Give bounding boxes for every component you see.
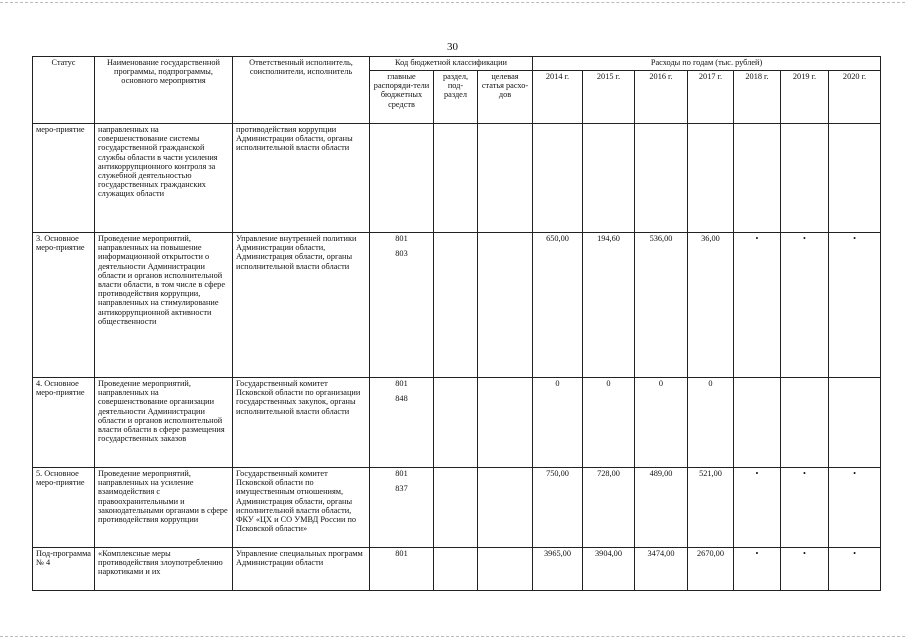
cell-status: 5. Основное меро-приятие: [33, 468, 95, 548]
cell-2018: •: [734, 233, 781, 378]
table-row: [33, 548, 881, 591]
cell-2020: [829, 378, 881, 468]
header-budget-code: Код бюджетной классификации: [370, 57, 533, 71]
cell-2017: [688, 124, 734, 233]
header-year-2018: 2018 г.: [734, 71, 781, 124]
cell-2015: 0: [583, 378, 635, 468]
cell-code-main: [370, 468, 434, 548]
cell-name: Проведение мероприятий, направленных на повышение информационной открытости о деятельности Администрации области и органов исполнительной власти области, в том числе в сфере противодействия коррупции, направленных на стимулирование антикоррупционной активности общественности: [95, 233, 233, 378]
cell-code-main: [370, 124, 434, 233]
header-code-section: раздел, под-раздел: [434, 71, 478, 124]
header-year-2016: 2016 г.: [635, 71, 688, 124]
cell-2014: 0: [533, 378, 583, 468]
table-row: [33, 124, 881, 233]
cell-2019: •: [781, 548, 829, 591]
cell-2018: [734, 124, 781, 233]
cell-code-section: [434, 233, 478, 378]
cell-2014: [533, 124, 583, 233]
cell-2015: 3904,00: [583, 548, 635, 591]
header-year-2017: 2017 г.: [688, 71, 734, 124]
code-value: 801: [395, 379, 408, 388]
cell-2018: [734, 378, 781, 468]
cell-executor: Государственный комитет Псковской области по имущественным отношениям, Администрация области, органы исполнительной власти области, ФКУ «ЦХ и СО УМВД России по Псковской области»: [233, 468, 370, 548]
cell-2014: 3965,00: [533, 548, 583, 591]
header-year-2020: 2020 г.: [829, 71, 881, 124]
cell-2018: •: [734, 548, 781, 591]
header-status: Статус: [33, 57, 95, 124]
cell-name: «Комплексные меры противодействия злоупотреблению наркотиками и их: [95, 548, 233, 591]
cell-code-main: [370, 378, 434, 468]
cell-2020: [829, 124, 881, 233]
code-value: 848: [395, 394, 408, 404]
cell-code-target: [478, 378, 533, 468]
page-edge-top: [0, 2, 905, 3]
cell-2016: [635, 124, 688, 233]
cell-status: 4. Основное меро-приятие: [33, 378, 95, 468]
table-row: [33, 378, 881, 468]
code-value: 801: [395, 469, 408, 478]
header-code-target: целевая статья расхо-дов: [478, 71, 533, 124]
cell-code-target: [478, 124, 533, 233]
cell-2020: •: [829, 468, 881, 548]
cell-2017: 36,00: [688, 233, 734, 378]
cell-name: направленных на совершенствование системы государственной гражданской службы области в части усиления антикоррупционного контроля за служебной деятельностью государственных гражданских служащих области: [95, 124, 233, 233]
header-expenses: Расходы по годам (тыс. рублей): [533, 57, 881, 71]
cell-2016: 536,00: [635, 233, 688, 378]
code-value: 837: [395, 484, 408, 494]
cell-2014: 750,00: [533, 468, 583, 548]
cell-2014: 650,00: [533, 233, 583, 378]
cell-2015: [583, 124, 635, 233]
cell-executor: Управление специальных программ Администрации области: [233, 548, 370, 591]
cell-2020: •: [829, 233, 881, 378]
cell-code-target: [478, 233, 533, 378]
cell-name: Проведение мероприятий, направленных на усиление взаимодействия с правоохранительными и законодательными органами в сфере противодействия коррупции: [95, 468, 233, 548]
cell-code-main: [370, 548, 434, 591]
cell-2015: 194,60: [583, 233, 635, 378]
cell-code-section: [434, 124, 478, 233]
page-edge-bottom: [0, 636, 905, 637]
cell-executor: Государственный комитет Псковской области по организации государственных закупок, органы исполнительной власти области: [233, 378, 370, 468]
code-value: 803: [395, 249, 408, 259]
cell-2017: 2670,00: [688, 548, 734, 591]
cell-2019: [781, 378, 829, 468]
header-year-2019: 2019 г.: [781, 71, 829, 124]
table-row: [33, 468, 881, 548]
cell-2019: •: [781, 468, 829, 548]
cell-2018: •: [734, 468, 781, 548]
cell-code-target: [478, 548, 533, 591]
cell-2017: 521,00: [688, 468, 734, 548]
cell-2020: •: [829, 548, 881, 591]
cell-executor: противодействия коррупции Администрации области, органы исполнительной власти области: [233, 124, 370, 233]
header-year-2014: 2014 г.: [533, 71, 583, 124]
cell-status: меро-приятие: [33, 124, 95, 233]
header-year-2015: 2015 г.: [583, 71, 635, 124]
cell-2016: 489,00: [635, 468, 688, 548]
cell-code-main: [370, 233, 434, 378]
cell-executor: Управление внутренней политики Администрации области, Администрация области, органы исполнительной власти области: [233, 233, 370, 378]
header-row-top: [33, 57, 881, 71]
code-value: 801: [395, 549, 408, 558]
cell-code-section: [434, 378, 478, 468]
cell-2015: 728,00: [583, 468, 635, 548]
cell-2019: •: [781, 233, 829, 378]
cell-code-target: [478, 468, 533, 548]
code-value: 801: [395, 234, 408, 243]
cell-status: 3. Основное меро-приятие: [33, 233, 95, 378]
cell-2017: 0: [688, 378, 734, 468]
cell-code-section: [434, 468, 478, 548]
cell-status: Под-программа № 4: [33, 548, 95, 591]
cell-2019: [781, 124, 829, 233]
cell-2016: 3474,00: [635, 548, 688, 591]
cell-code-section: [434, 548, 478, 591]
page-number: 30: [447, 41, 458, 53]
cell-2016: 0: [635, 378, 688, 468]
header-executor: Ответственный исполнитель, соисполнители, исполнитель: [233, 57, 370, 124]
header-name: Наименование государственной программы, подпрограммы, основного мероприятия: [95, 57, 233, 124]
table-row: [33, 233, 881, 378]
header-code-main: главные распоряди-тели бюджетных средств: [370, 71, 434, 124]
cell-name: Проведение мероприятий, направленных на совершенствование организации деятельности Администрации области и органов исполнительной власти области в сфере размещения государственных заказов: [95, 378, 233, 468]
budget-table: [32, 56, 881, 591]
